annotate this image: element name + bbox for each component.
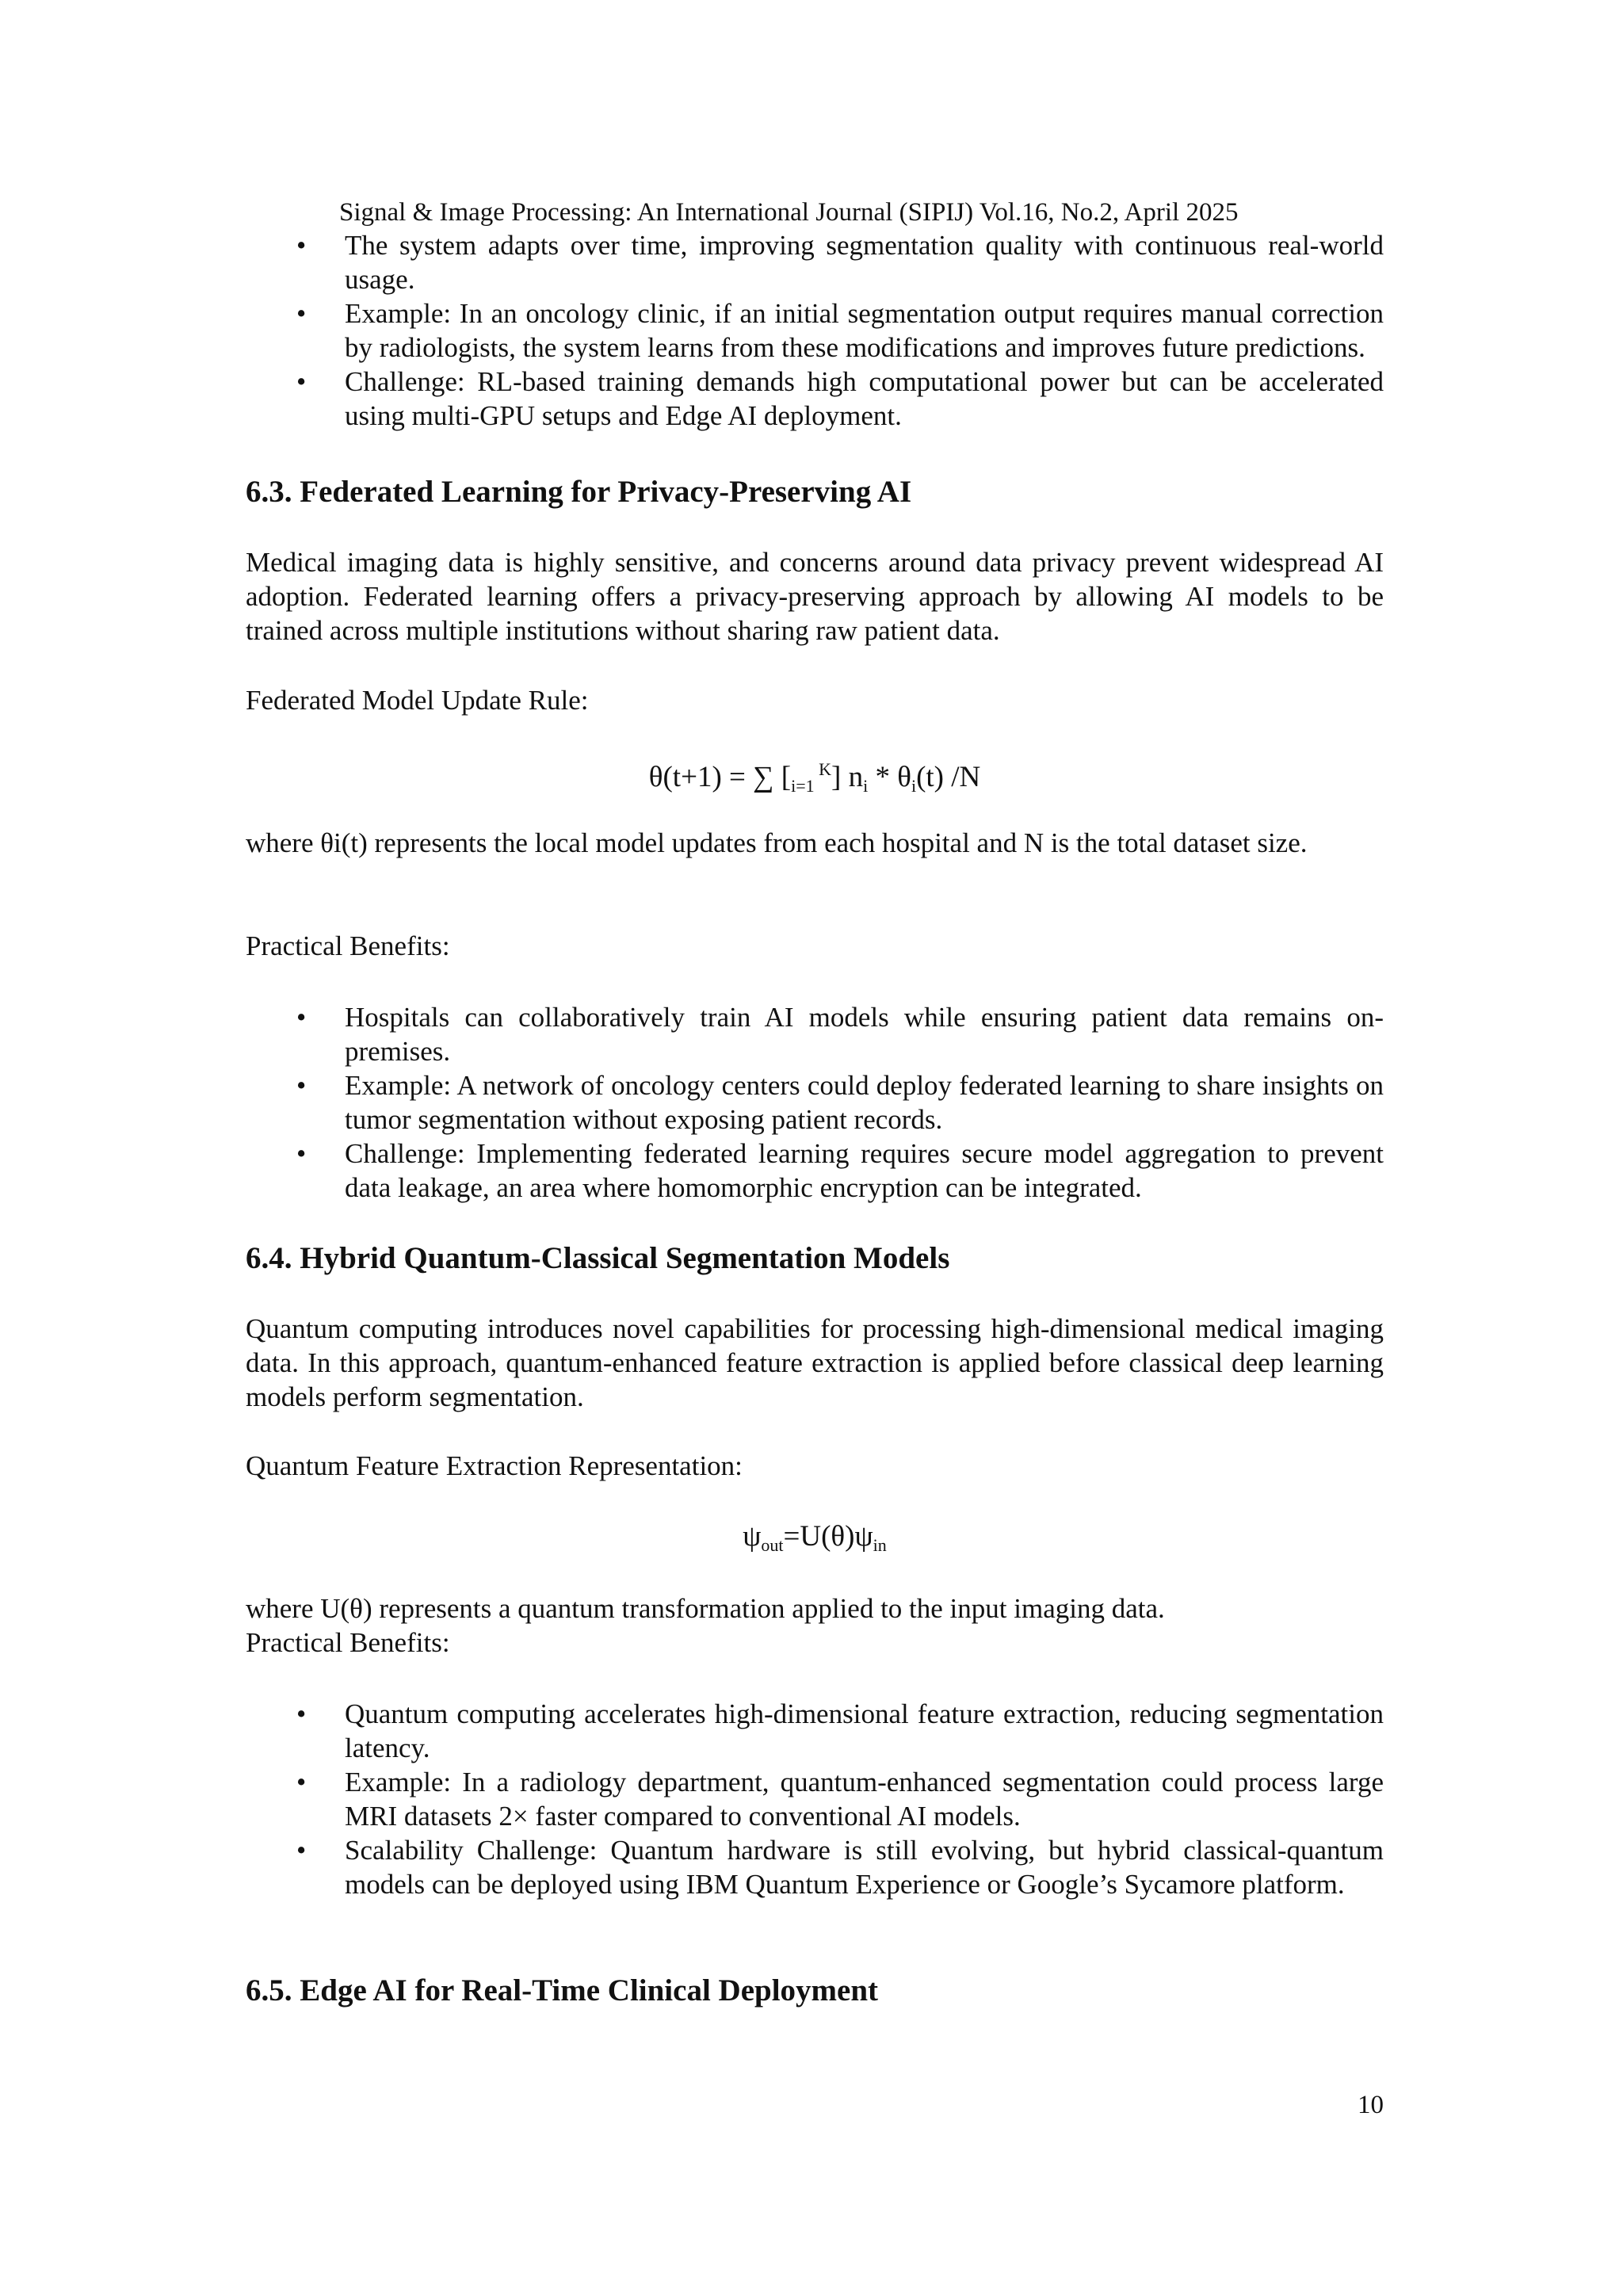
list-item: • Example: A network of oncology centers could deploy federated learning to share insights on tumor segmentation without exposing patient records. (296, 1070, 1384, 1135)
bullet-icon: • (296, 230, 307, 261)
list-item: • Challenge: Implementing federated learning requires secure model aggregation to prevent data leakage, an area where homomorphic encryption can be integrated. (296, 1138, 1384, 1203)
list-item: • The system adapts over time, improving segmentation quality with continuous real-world usage. (296, 230, 1384, 295)
list-item: • Scalability Challenge: Quantum hardware is still evolving, but hybrid classical-quantum models can be deployed using IBM Quantum Experience or Google’s Sycamore platform. (296, 1835, 1384, 1900)
list-item: • Hospitals can collaboratively train AI models while ensuring patient data remains on-premises. (296, 1002, 1384, 1067)
bullet-list-top (0, 228, 1384, 433)
section-heading-6-3: 6.3. Federated Learning for Privacy-Preserving AI (246, 475, 912, 509)
list-item: • Example: In a radiology department, quantum-enhanced segmentation could process large MRI datasets 2× faster compared to conventional AI models. (296, 1767, 1384, 1832)
list-item: • Challenge: RL-based training demands high computational power but can be accelerated using multi-GPU setups and Edge AI deployment. (296, 366, 1384, 431)
quantum-feature-equation: $\psi_{out}=U(\theta)\psi_{in}$ (743, 1520, 887, 1555)
bullet-icon: • (296, 1070, 307, 1101)
bullet-icon: • (296, 1002, 307, 1033)
section-heading-6-4: 6.4. Hybrid Quantum-Classical Segmentation Models (246, 1241, 950, 1275)
federated-update-equation: θ(t+1) = ∑ [$_{i=1}$ $^K$] $n_i * \theta_i(t)$ /N (648, 759, 981, 796)
paragraph-6-4-intro: Quantum computing introduces novel capabilities for processing high-dimensional medical imaging data. In this approach, quantum-enhanced feature extraction is applied before classical deep learning models perform segmentation. (246, 1313, 1384, 1412)
list-item: • Example: In an oncology clinic, if an initial segmentation output requires manual correction by radiologists, the system learns from these modifications and improves future predictions. (296, 298, 1384, 363)
bullet-list-6-3 (0, 1000, 1384, 1205)
bullet-icon: • (296, 366, 307, 397)
page-number: 10 (1358, 2091, 1384, 2119)
rule-label: Federated Model Update Rule: (246, 685, 589, 716)
representation-label: Quantum Feature Extraction Representation: (246, 1450, 743, 1481)
bullet-icon: • (296, 1767, 307, 1797)
bullet-icon: • (296, 1698, 307, 1729)
equation-explanation: where U(θ) represents a quantum transformation applied to the input imaging data. (246, 1593, 1165, 1624)
benefits-label: Practical Benefits: (246, 1627, 450, 1658)
benefits-label: Practical Benefits: (246, 930, 450, 961)
bullet-list-6-4 (0, 1697, 1384, 1901)
running-header: Signal & Image Processing: An International Journal (SIPIJ) Vol.16, No.2, April 2025 (339, 198, 1239, 227)
equation-explanation: where θi(t) represents the local model updates from each hospital and N is the total dataset size. (246, 827, 1308, 858)
bullet-icon: • (296, 298, 307, 329)
section-heading-6-5: 6.5. Edge AI for Real-Time Clinical Deployment (246, 1973, 879, 2008)
paragraph-6-3-intro: Medical imaging data is highly sensitive, and concerns around data privacy prevent widespread AI adoption. Federated learning offers a privacy-preserving approach by allowing AI models to be trained across multiple institutions without sharing raw patient data. (246, 547, 1384, 646)
list-item: • Quantum computing accelerates high-dimensional feature extraction, reducing segmentation latency. (296, 1698, 1384, 1763)
bullet-icon: • (296, 1835, 307, 1866)
bullet-icon: • (296, 1138, 307, 1169)
